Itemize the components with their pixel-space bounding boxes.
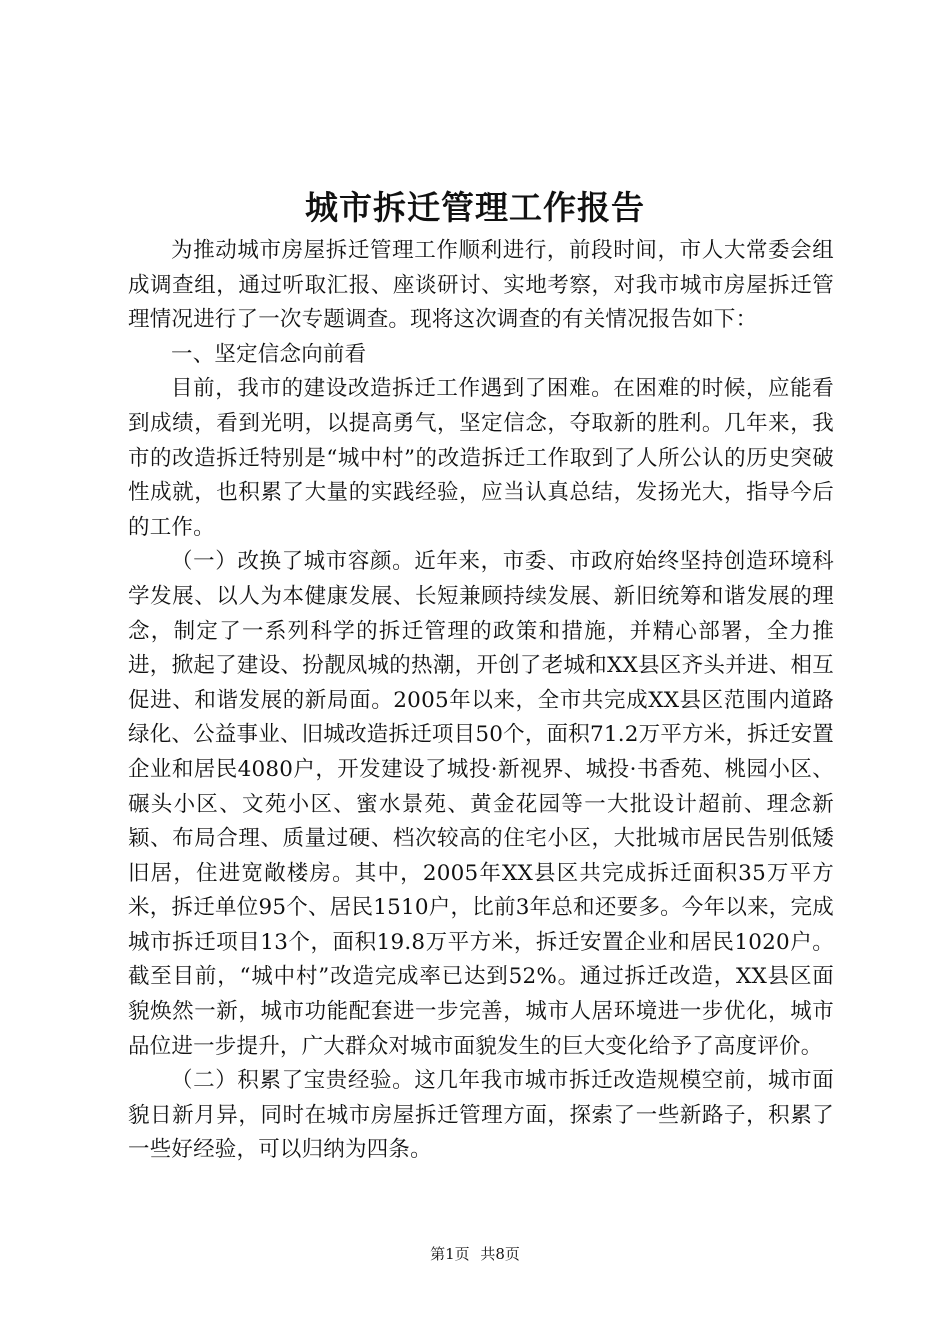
page-total: 共8页 xyxy=(480,1245,520,1263)
paragraph-experience: （二）积累了宝贵经验。这几年我市城市拆迁改造规模空前，城市面貌日新月异，同时在城市房屋拆迁管理方面，探索了一些新路子，积累了一些好经验，可以归纳为四条。 xyxy=(128,1068,834,1163)
paragraph-intro: 为推动城市房屋拆迁管理工作顺利进行，前段时间，市人大常委会组成调查组，通过听取汇报、座谈研讨、实地考察，对我市城市房屋拆迁管理情况进行了一次专题调查。现将这次调查的有关情况报告如下： xyxy=(128,238,834,333)
page-footer xyxy=(0,1244,950,1264)
section-heading-1: 一、坚定信念向前看 xyxy=(171,341,367,367)
paragraph-current-situation: 目前，我市的建设改造拆迁工作遇到了困难。在困难的时候，应能看到成绩，看到光明，以提高勇气，坚定信念，夺取新的胜利。几年来，我市的改造拆迁特别是“城中村”的改造拆迁工作取到了人所公认的历史突破性成就，也积累了大量的实践经验，应当认真总结，发扬光大，指导今后的工作。 xyxy=(128,376,834,540)
document-title: 城市拆迁管理工作报告 xyxy=(305,188,645,227)
document-body xyxy=(128,234,834,1168)
page-number: 第1页 xyxy=(430,1245,470,1263)
paragraph-city-appearance: （一）改换了城市容颜。近年来，市委、市政府始终坚持创造环境科学发展、以人为本健康发展、长短兼顾持续发展、新旧统筹和谐发展的理念，制定了一系列科学的拆迁管理的政策和措施，并精心部署，全力推进，掀起了建设、扮靓凤城的热潮，开创了老城和XX县区齐头并进、相互促进、和谐发展的新局面。2005年以来，全市共完成XX县区范围内道路绿化、公益事业、旧城改造拆迁项目50个，面积71.2万平方米，拆迁安置企业和居民4080户，开发建设了城投·新视界、城投·书香苑、桃园小区、碾头小区、文苑小区、蜜水景苑、黄金花园等一大批设计超前、理念新颖、布局合理、质量过硬、档次较高的住宅小区，大批城市居民告别低矮旧居，住进宽敞楼房。其中，2005年XX县区共完成拆迁面积35万平方米，拆迁单位95个、居民1510户，比前3年总和还要多。今年以来，完成城市拆迁项目13个，面积19.8万平方米，拆迁安置企业和居民1020户。截至目前，“城中村”改造完成率已达到52%。通过拆迁改造，XX县区面貌焕然一新，城市功能配套进一步完善，城市人居环境进一步优化，城市品位进一步提升，广大群众对城市面貌发生的巨大变化给予了高度评价。 xyxy=(128,549,834,1059)
